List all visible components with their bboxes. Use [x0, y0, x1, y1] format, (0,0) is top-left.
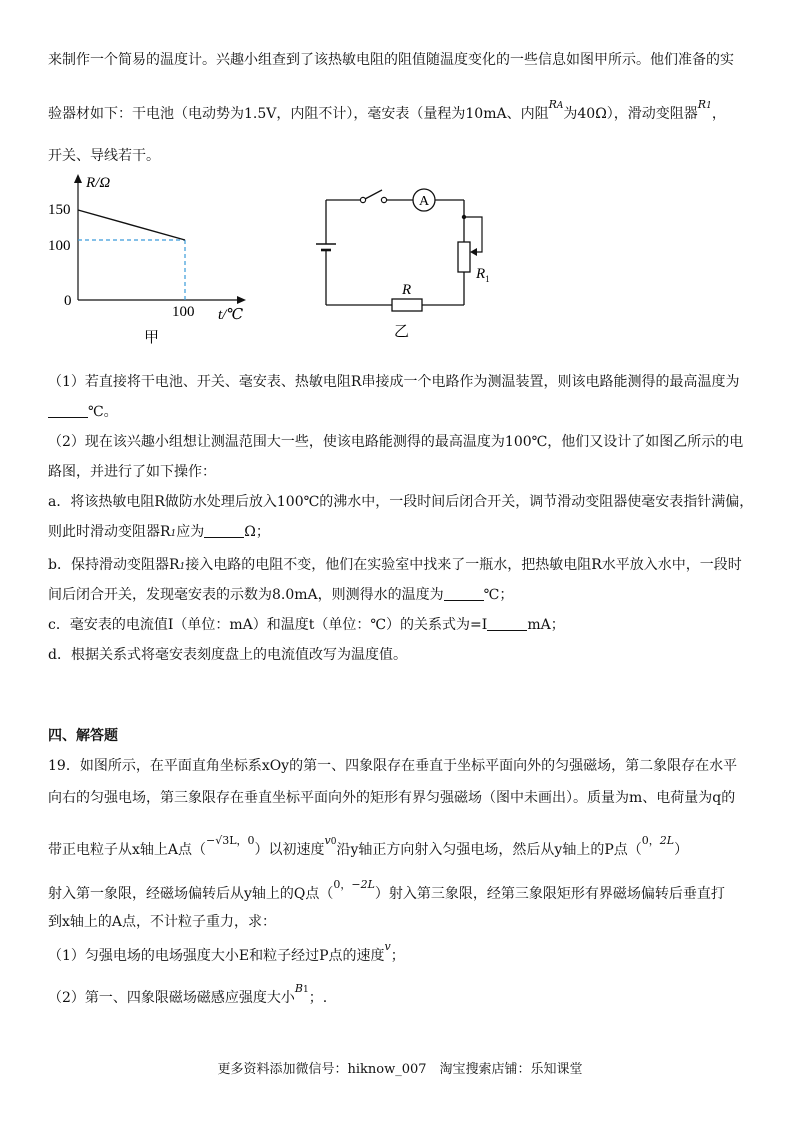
point-p-y: 2L — [659, 834, 675, 847]
point-p-x: 0 — [641, 834, 649, 847]
q18-c-line: c．毫安表的电流值I（单位：mA）和温度t（单位：℃）的关系式为=I mA； — [48, 617, 565, 633]
answer-blank-3[interactable] — [444, 586, 484, 601]
section-heading: 四、解答题 — [48, 728, 118, 744]
point-a-y: 0 — [247, 834, 255, 847]
v0-symbol: v0 — [324, 834, 337, 847]
v-symbol: v — [384, 940, 391, 953]
point-q-x: 0 — [333, 878, 341, 891]
y-axis-label: R/Ω — [86, 175, 111, 191]
intro-line-2-text-a: 验器材如下：干电池（电动势为1.5V，内阻不计），毫安表（量程为10mA、内阻 — [48, 106, 549, 122]
rheostat-label: $R_1$ — [476, 266, 490, 284]
ammeter-label: A — [419, 194, 430, 209]
switch-lever — [365, 190, 382, 199]
q18-part1-line1: （1）若直接将干电池、开关、毫安表、热敏电阻R串接成一个电路作为测温装置，则该电路能测得的最高温度为 — [48, 374, 740, 390]
footer-contact: 更多资料添加微信号：hiknow_007 淘宝搜索店铺：乐知课堂 — [217, 1062, 583, 1077]
tick-100: 100 — [48, 238, 71, 254]
q18-part1-line2: ℃。 — [48, 402, 118, 422]
q19-line4: 射入第一象限，经磁场偏转后从y轴上的Q点（$^{0,-2L}$）射入第三象限，经第三象限矩形有界磁场偏转后垂直打 — [48, 878, 725, 902]
thermistor-r — [392, 299, 422, 311]
x-axis-label: t/℃ — [218, 307, 244, 323]
point-a-x: −√3L — [206, 834, 237, 847]
switch-contact-left — [360, 197, 365, 202]
figure-jia-graph — [40, 170, 270, 350]
q18-part2-line1: （2）现在该兴趣小组想让测温范围大一些，使该电路能测得的最高温度为100℃，他们又设计了如图乙所示的电 — [48, 434, 744, 450]
thermistor-label: R — [402, 282, 412, 298]
q18-a-line2: 则此时滑动变阻器R1应为 Ω； — [48, 524, 270, 540]
intro-line-2-text-b: 为40Ω），滑动变阻器 — [563, 106, 698, 122]
b1-symbol: B1 — [294, 982, 309, 995]
intro-line-3: 开关、导线若干。 — [48, 148, 160, 164]
q19-sub1: （1）匀强电场的电场强度大小E和粒子经过P点的速度$^v$； — [48, 940, 405, 964]
answer-blank-1[interactable] — [48, 403, 88, 418]
figure-yi-circuit — [310, 180, 500, 345]
intro-line-1: 来制作一个简易的温度计。兴趣小组查到了该热敏电阻的阻值随温度变化的一些信息如图甲所示。他们准备的实 — [48, 52, 734, 68]
q18-part2-line2: 路图，并进行了如下操作： — [48, 464, 216, 480]
tick-x-100: 100 — [172, 304, 195, 320]
q19-line5: 到x轴上的A点，不计粒子重力，求： — [48, 914, 277, 930]
r1-symbol: R1 — [697, 98, 712, 111]
q19-line2: 向右的匀强电场，第三象限存在垂直坐标平面向外的矩形有界匀强磁场（图中未画出）。质量为m、电荷量为q的 — [48, 790, 736, 806]
q18-b-line1: b．保持滑动变阻器R1接入电路的电阻不变，他们在实验室中找来了一瓶水，把热敏电阻R水平放入水中，一段时 — [48, 557, 742, 573]
q19-line3: 带正电粒子从x轴上A点（$^{-√3L,0}$）以初速度$^{v0}$沿y轴正方向射入匀强电场，然后从y轴上的P点（$^{0,2L}$） — [48, 834, 689, 858]
caption-yi: 乙 — [394, 324, 410, 340]
x-axis-arrow — [237, 296, 246, 304]
q19-line1: 19．如图所示，在平面直角坐标系xOy的第一、四象限存在垂直于坐标平面向外的匀强磁场，第二象限存在水平 — [48, 758, 738, 774]
q18-d-line: d．根据关系式将毫安表刻度盘上的电流值改写为温度值。 — [48, 647, 407, 663]
intro-line-2: 验器材如下：干电池（电动势为1.5V，内阻不计），毫安表（量程为10mA、内阻$^{RA}$为40Ω），滑动变阻器$^{R1}$， — [48, 98, 726, 122]
q19-sub2: （2）第一、四象限磁场磁感应强度大小$^{B1}$；. — [48, 982, 328, 1006]
rheostat-body — [458, 242, 470, 272]
point-q-y: −2L — [351, 878, 375, 891]
ra-symbol: RA — [548, 98, 564, 111]
answer-blank-2[interactable] — [204, 523, 244, 538]
tick-150: 150 — [48, 202, 71, 218]
q18-b-line2: 间后闭合开关，发现毫安表的示数为8.0mA，则测得水的温度为 ℃； — [48, 587, 514, 603]
rheostat-slider-arrow — [470, 248, 477, 256]
series-line-r-t — [78, 210, 185, 240]
y-axis-arrow — [74, 174, 82, 183]
answer-blank-4[interactable] — [487, 616, 527, 631]
q18-a-line1: a．将该热敏电阻R做防水处理后放入100℃的沸水中，一段时间后闭合开关，调节滑动变阻器使毫安表指针满偏， — [48, 494, 754, 510]
tick-0: 0 — [64, 293, 72, 309]
caption-jia: 甲 — [144, 330, 160, 346]
switch-contact-right — [381, 197, 386, 202]
